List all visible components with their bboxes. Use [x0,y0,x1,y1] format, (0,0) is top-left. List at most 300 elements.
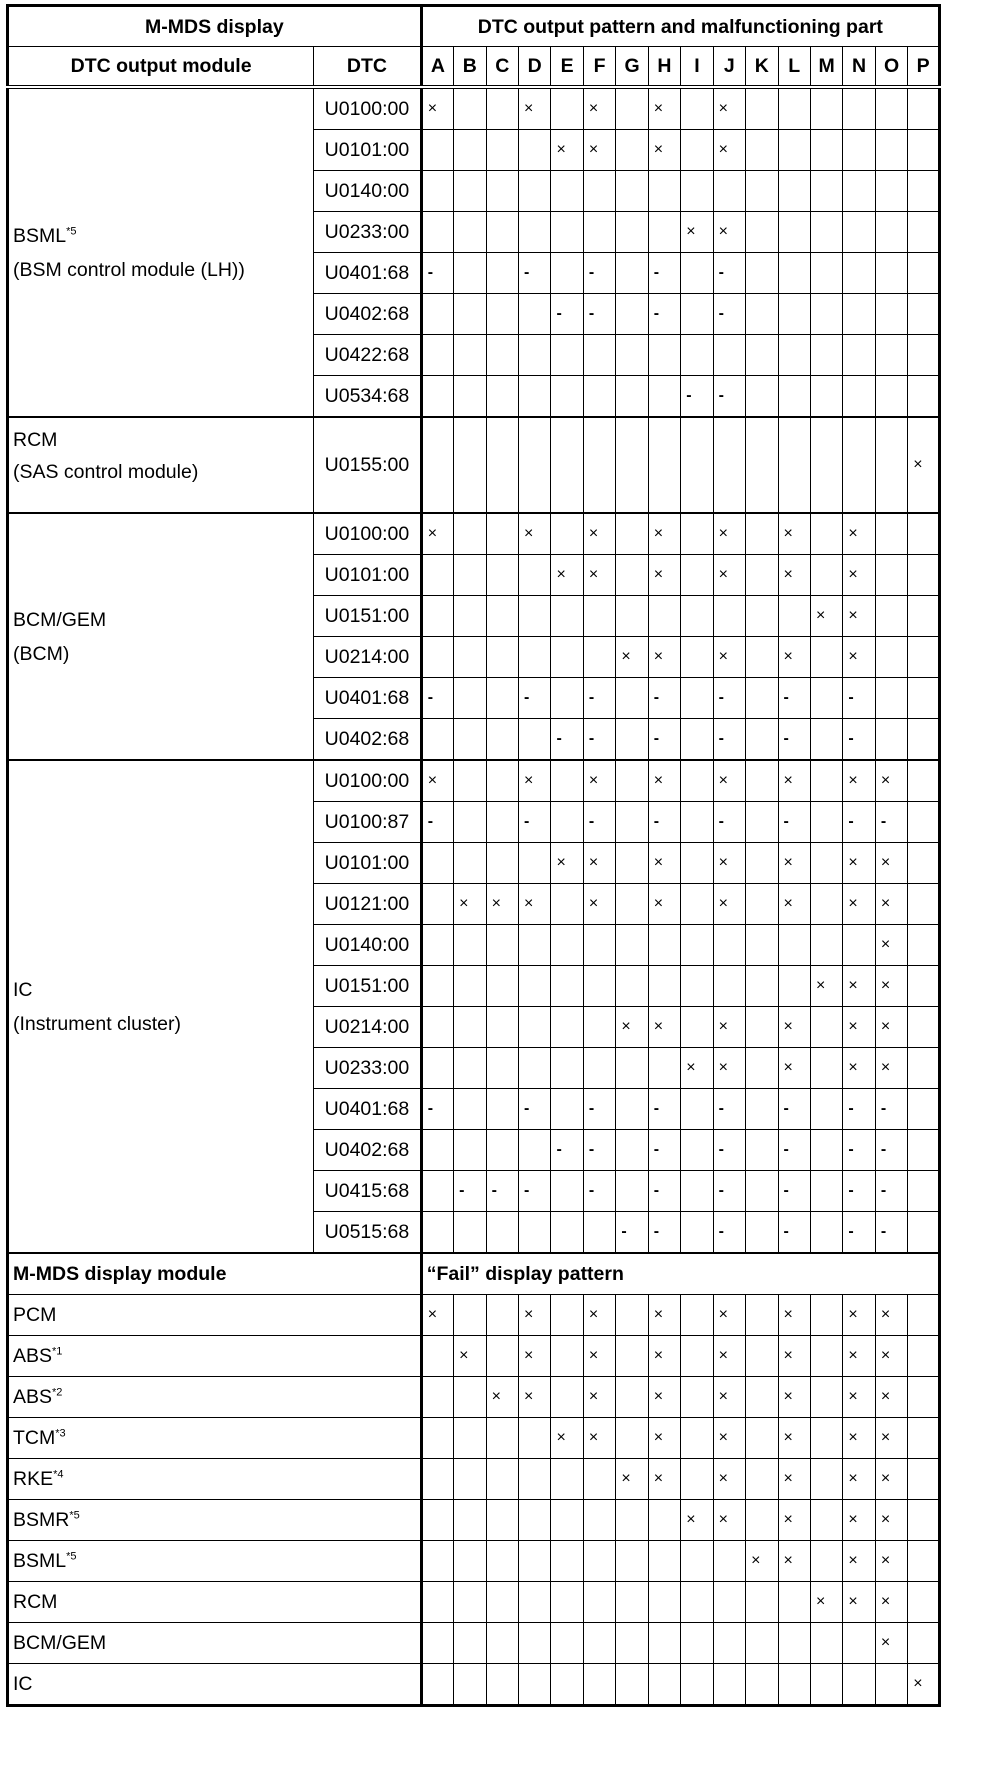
pattern-cell [681,294,713,335]
pattern-cell [746,87,778,130]
pattern-cell [875,294,907,335]
pattern-cell [746,719,778,761]
pattern-cell [551,1007,583,1048]
pattern-cell [616,1500,648,1541]
pattern-cell [681,966,713,1007]
pattern-cell [746,1089,778,1130]
pattern-cell [810,294,842,335]
pattern-cell [778,212,810,253]
pattern-cell [421,417,453,513]
pattern-cell: - [583,678,615,719]
pattern-cell [519,719,551,761]
fail-module-label: ABS [13,1345,53,1367]
dtc-code: U0233:00 [314,212,421,253]
pattern-cell [454,417,486,513]
pattern-cell: × [648,87,680,130]
pattern-cell [519,1623,551,1664]
pattern-cell: × [713,130,745,171]
pattern-cell: - [551,294,583,335]
pattern-cell [454,1089,486,1130]
pattern-cell [486,1336,518,1377]
pattern-letter-c: C [486,47,518,88]
pattern-cell [519,1664,551,1706]
pattern-cell: × [421,513,453,555]
pattern-cell [908,1582,940,1623]
pattern-cell [875,335,907,376]
pattern-cell: - [713,1089,745,1130]
pattern-cell: × [648,843,680,884]
pattern-cell [810,417,842,513]
pattern-cell [810,1500,842,1541]
pattern-cell [454,376,486,418]
pattern-cell [421,925,453,966]
pattern-cell [421,719,453,761]
pattern-cell [421,1336,453,1377]
dtc-code: U0100:00 [314,87,421,130]
pattern-cell [810,802,842,843]
pattern-cell: - [583,253,615,294]
pattern-cell: × [875,1377,907,1418]
pattern-cell: × [616,1007,648,1048]
fail-row [8,1459,940,1500]
pattern-cell: × [875,1048,907,1089]
pattern-cell: × [843,843,875,884]
pattern-cell [908,925,940,966]
pattern-cell [681,335,713,376]
pattern-cell: × [875,884,907,925]
pattern-cell [681,843,713,884]
pattern-cell [551,1336,583,1377]
pattern-cell [583,1048,615,1089]
fail-module-footnote: *3 [55,1427,66,1440]
pattern-cell: - [583,1171,615,1212]
pattern-cell: × [648,555,680,596]
pattern-cell [551,1500,583,1541]
fail-module-name [8,1377,422,1418]
pattern-cell: - [583,802,615,843]
pattern-cell [616,1541,648,1582]
pattern-cell [681,1171,713,1212]
pattern-cell [648,1582,680,1623]
pattern-cell [681,1582,713,1623]
pattern-cell [486,1130,518,1171]
pattern-cell: - [778,1130,810,1171]
pattern-cell [616,335,648,376]
dtc-code: U0121:00 [314,884,421,925]
pattern-cell: × [583,843,615,884]
fail-row [8,1541,940,1582]
pattern-cell [810,1130,842,1171]
pattern-cell [454,1048,486,1089]
fail-module-label: BSML [13,1550,67,1572]
pattern-cell: × [583,760,615,802]
pattern-cell [810,1541,842,1582]
pattern-cell [681,925,713,966]
pattern-cell: × [875,1582,907,1623]
pattern-cell: × [551,130,583,171]
pattern-cell [486,678,518,719]
pattern-cell: × [843,760,875,802]
pattern-cell [551,87,583,130]
pattern-cell [908,719,940,761]
pattern-cell [681,1459,713,1500]
pattern-cell [551,513,583,555]
pattern-cell [746,596,778,637]
pattern-cell [551,760,583,802]
pattern-letter-f: F [583,47,615,88]
pattern-cell [454,760,486,802]
fail-module-name [8,1623,422,1664]
pattern-cell [681,760,713,802]
pattern-cell [616,966,648,1007]
pattern-cell [519,1418,551,1459]
pattern-cell [583,1541,615,1582]
pattern-cell: × [875,843,907,884]
pattern-cell [421,966,453,1007]
pattern-cell [843,212,875,253]
pattern-cell [713,1582,745,1623]
pattern-cell [908,212,940,253]
pattern-cell: - [843,1130,875,1171]
pattern-cell [875,87,907,130]
pattern-cell: - [778,1171,810,1212]
pattern-cell [421,335,453,376]
pattern-cell [810,1664,842,1706]
pattern-cell [421,843,453,884]
pattern-cell [746,1500,778,1541]
pattern-cell [681,1664,713,1706]
pattern-cell: - [713,376,745,418]
pattern-cell [551,925,583,966]
pattern-cell [908,555,940,596]
pattern-cell [519,294,551,335]
pattern-cell [421,1007,453,1048]
pattern-cell [908,596,940,637]
pattern-cell: - [648,1089,680,1130]
pattern-cell [778,966,810,1007]
pattern-cell [616,1336,648,1377]
pattern-cell [519,171,551,212]
fail-module-label: RKE [13,1468,54,1490]
pattern-letter-j: J [713,47,745,88]
pattern-cell [583,1459,615,1500]
pattern-cell [746,1459,778,1500]
pattern-cell [616,719,648,761]
pattern-cell: - [875,1130,907,1171]
fail-row [8,1500,940,1541]
fail-row [8,1418,940,1459]
pattern-cell [519,1459,551,1500]
pattern-cell [486,1007,518,1048]
pattern-cell: - [843,1171,875,1212]
fail-row [8,1582,940,1623]
pattern-cell [486,253,518,294]
pattern-cell [616,1048,648,1089]
fail-row [8,1623,940,1664]
pattern-letter-g: G [616,47,648,88]
pattern-cell [421,1212,453,1254]
pattern-cell [551,884,583,925]
fail-row [8,1295,940,1336]
pattern-cell [486,760,518,802]
pattern-cell [421,1623,453,1664]
pattern-cell: × [454,884,486,925]
pattern-cell [810,1377,842,1418]
pattern-cell: × [746,1541,778,1582]
fail-module-label: PCM [13,1304,57,1326]
pattern-cell [583,335,615,376]
dtc-column-header: DTC [314,47,421,88]
pattern-cell [583,212,615,253]
pattern-cell [616,212,648,253]
pattern-cell [681,130,713,171]
dtc-code: U0151:00 [314,966,421,1007]
dtc-code: U0151:00 [314,596,421,637]
module-description: (Instrument cluster) [13,1012,181,1035]
pattern-cell [908,1418,940,1459]
pattern-cell: × [843,637,875,678]
pattern-cell [746,294,778,335]
pattern-cell [908,1171,940,1212]
pattern-cell [486,719,518,761]
pattern-cell [843,417,875,513]
pattern-cell [746,171,778,212]
pattern-cell [454,171,486,212]
pattern-cell [810,1418,842,1459]
pattern-cell: × [713,1007,745,1048]
pattern-cell [551,335,583,376]
pattern-cell [486,335,518,376]
pattern-cell [486,637,518,678]
pattern-cell [875,555,907,596]
pattern-cell [778,1664,810,1706]
pattern-cell: × [843,884,875,925]
pattern-cell: × [713,1500,745,1541]
pattern-cell: × [648,1295,680,1336]
dtc-code: U0140:00 [314,171,421,212]
pattern-cell [746,1623,778,1664]
pattern-cell [843,1623,875,1664]
pattern-cell [875,596,907,637]
pattern-cell: - [713,1212,745,1254]
pattern-cell [908,253,940,294]
module-name: BCM/GEM [13,608,107,631]
pattern-cell [486,966,518,1007]
fail-pattern-header: “Fail” display pattern [421,1253,939,1295]
pattern-cell [746,760,778,802]
pattern-cell [421,1130,453,1171]
pattern-cell [421,637,453,678]
pattern-cell [486,1212,518,1254]
pattern-cell [454,1377,486,1418]
pattern-letter-h: H [648,47,680,88]
pattern-cell [908,1007,940,1048]
pattern-cell [486,417,518,513]
pattern-cell [583,1664,615,1706]
dtc-code: U0100:00 [314,760,421,802]
dtc-output-module [8,513,314,760]
pattern-cell [519,1212,551,1254]
pattern-cell [486,596,518,637]
pattern-cell [583,1623,615,1664]
pattern-cell [908,1623,940,1664]
pattern-cell: × [713,212,745,253]
dtc-code: U0140:00 [314,925,421,966]
pattern-cell: × [648,1007,680,1048]
pattern-cell [778,1582,810,1623]
dtc-output-module [8,417,314,513]
pattern-cell: × [843,1048,875,1089]
fail-module-name [8,1541,422,1582]
pattern-cell [908,678,940,719]
pattern-cell [454,294,486,335]
pattern-cell [810,253,842,294]
pattern-cell: × [843,1582,875,1623]
pattern-cell: × [810,966,842,1007]
pattern-cell [843,294,875,335]
pattern-cell [616,1171,648,1212]
pattern-cell [454,1459,486,1500]
pattern-cell [454,596,486,637]
pattern-cell [746,335,778,376]
pattern-letter-i: I [681,47,713,88]
module-name: BSML [13,224,67,247]
pattern-cell: × [713,1295,745,1336]
dtc-code: U0214:00 [314,1007,421,1048]
pattern-cell [454,87,486,130]
pattern-cell [519,1500,551,1541]
pattern-cell [810,760,842,802]
pattern-cell: - [421,1089,453,1130]
fail-module-footnote: *1 [52,1345,63,1358]
pattern-cell [519,130,551,171]
pattern-cell: × [648,1459,680,1500]
pattern-cell: - [583,294,615,335]
pattern-cell [810,1171,842,1212]
pattern-cell [648,1500,680,1541]
pattern-cell: × [843,1007,875,1048]
dtc-row [8,417,940,513]
pattern-cell: × [810,1582,842,1623]
pattern-cell [454,1582,486,1623]
dtc-code: U0100:00 [314,513,421,555]
pattern-cell [454,637,486,678]
pattern-cell: - [681,376,713,418]
pattern-cell [583,966,615,1007]
pattern-cell [551,376,583,418]
pattern-cell: × [583,555,615,596]
pattern-cell [843,376,875,418]
pattern-cell: × [713,637,745,678]
pattern-cell [875,376,907,418]
dtc-code: U0402:68 [314,1130,421,1171]
pattern-cell [648,1623,680,1664]
pattern-cell [746,843,778,884]
pattern-cell [810,171,842,212]
pattern-cell [454,513,486,555]
fail-module-footnote: *5 [66,1550,77,1563]
pattern-cell: - [778,1089,810,1130]
module-name: RCM [13,429,58,451]
pattern-cell [421,1541,453,1582]
pattern-cell [746,253,778,294]
dtc-code: U0100:87 [314,802,421,843]
pattern-cell: × [843,555,875,596]
pattern-cell [778,253,810,294]
pattern-cell: × [843,1459,875,1500]
pattern-cell [746,802,778,843]
dtc-table-container [6,4,941,1707]
pattern-cell: × [875,1541,907,1582]
pattern-cell [681,1130,713,1171]
pattern-cell: × [908,1664,940,1706]
pattern-cell [583,417,615,513]
pattern-cell [810,1089,842,1130]
pattern-cell [519,1541,551,1582]
pattern-cell: × [843,1377,875,1418]
pattern-cell [713,966,745,1007]
pattern-cell [421,212,453,253]
pattern-cell: × [551,555,583,596]
pattern-cell [583,637,615,678]
pattern-cell [810,1623,842,1664]
pattern-cell: × [648,884,680,925]
pattern-letter-a: A [421,47,453,88]
pattern-cell: - [778,678,810,719]
pattern-cell [810,637,842,678]
pattern-cell [486,1664,518,1706]
pattern-cell [421,596,453,637]
pattern-cell [648,417,680,513]
pattern-cell [454,678,486,719]
pattern-cell: × [778,843,810,884]
pattern-cell: × [713,884,745,925]
pattern-cell [519,596,551,637]
pattern-cell [810,925,842,966]
pattern-cell: × [908,417,940,513]
pattern-cell [454,212,486,253]
pattern-cell [486,171,518,212]
pattern-cell [421,1582,453,1623]
pattern-cell [778,925,810,966]
pattern-cell: - [843,678,875,719]
pattern-cell [519,555,551,596]
pattern-cell [875,719,907,761]
pattern-cell: - [875,1089,907,1130]
pattern-cell: × [843,1418,875,1459]
pattern-cell: - [778,802,810,843]
pattern-cell [616,1130,648,1171]
pattern-cell [810,212,842,253]
pattern-cell: × [875,1295,907,1336]
pattern-cell [551,1377,583,1418]
pattern-cell [843,171,875,212]
pattern-cell: × [551,1418,583,1459]
pattern-cell [810,678,842,719]
pattern-cell: × [713,1048,745,1089]
pattern-cell [713,1541,745,1582]
dtc-code: U0101:00 [314,555,421,596]
pattern-cell [810,1295,842,1336]
pattern-cell [908,335,940,376]
pattern-cell [681,678,713,719]
pattern-letter-b: B [454,47,486,88]
pattern-cell [681,513,713,555]
pattern-cell: × [648,1377,680,1418]
pattern-cell [486,1459,518,1500]
pattern-cell [583,1212,615,1254]
pattern-cell: - [713,1171,745,1212]
